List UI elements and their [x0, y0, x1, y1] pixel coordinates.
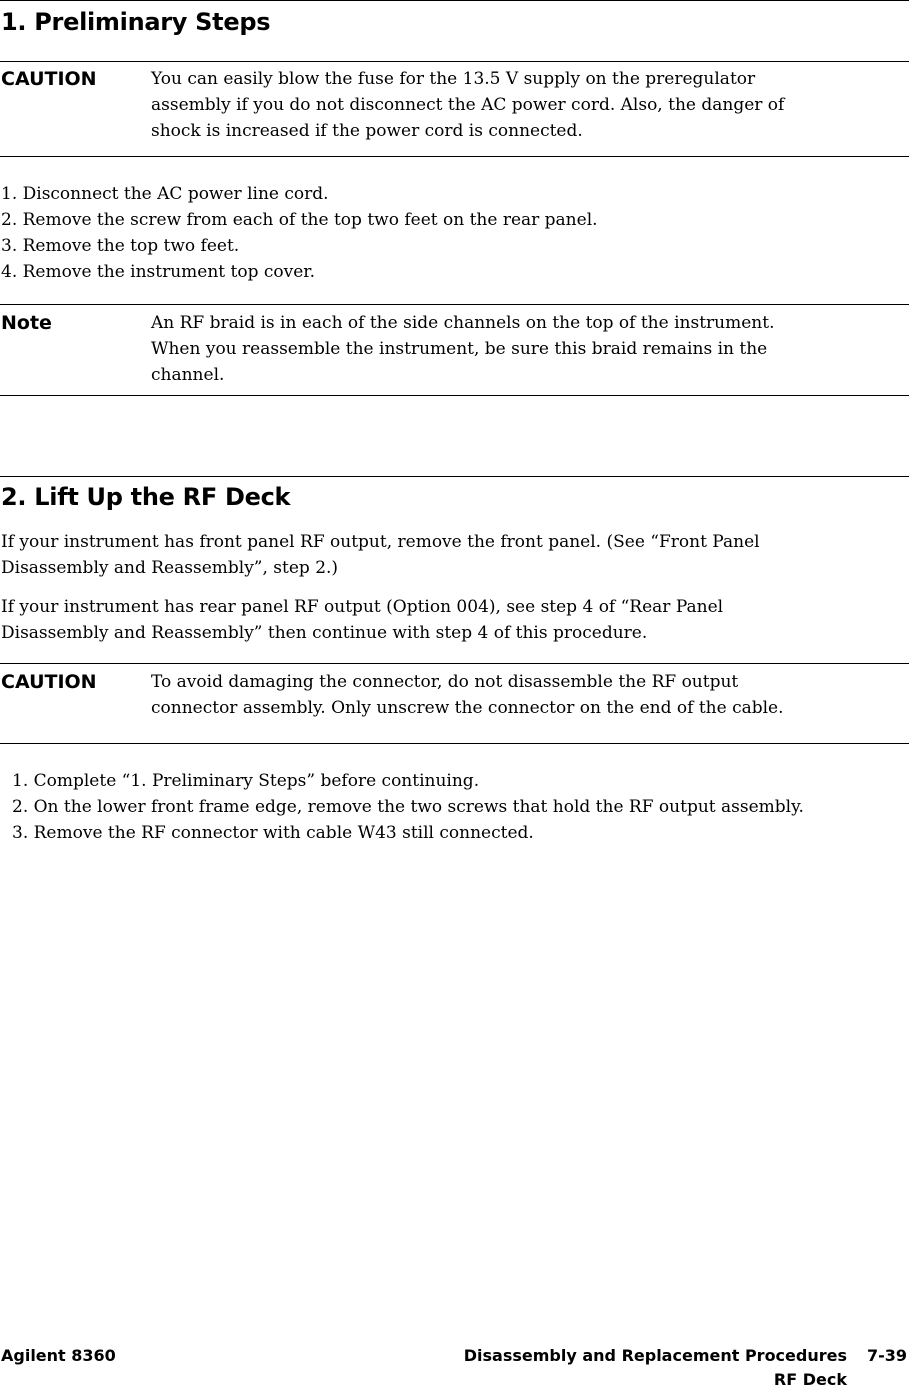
top-rule [0, 0, 909, 1]
caution-2-line: To avoid damaging the connector, do not disassemble the RF output [151, 672, 739, 692]
note-line: When you reassemble the instrument, be sure this braid remains in the [151, 339, 768, 359]
paragraph-line: Disassembly and Reassembly” then continue with step 4 of this procedure. [1, 623, 648, 643]
note-label: Note [1, 312, 52, 334]
paragraph-line: Disassembly and Reassembly”, step 2.) [1, 558, 339, 578]
note-bottom-rule [0, 395, 909, 396]
footer-product: Agilent 8360 [1, 1346, 116, 1365]
caution-1-bottom-rule [0, 156, 909, 157]
section-2-heading: 2. Lift Up the RF Deck [1, 483, 291, 511]
footer-page-number: 7-39 [866, 1346, 907, 1365]
caution-1-label: CAUTION [1, 68, 97, 90]
section-2-steps [12, 768, 909, 846]
section-1-heading: 1. Preliminary Steps [1, 8, 271, 36]
section-2-rule [0, 476, 909, 477]
paragraph-line: If your instrument has front panel RF output, remove the front panel. (See “Front Panel [1, 532, 760, 552]
list-item: 1. Disconnect the AC power line cord. [1, 184, 329, 204]
note-top-rule [0, 304, 909, 305]
caution-2-bottom-rule [0, 743, 909, 744]
note-text [151, 310, 886, 388]
caution-2-text [151, 669, 886, 721]
caution-2-label: CAUTION [1, 671, 97, 693]
list-item: 4. Remove the instrument top cover. [1, 262, 315, 282]
list-item: 2. On the lower front frame edge, remove the two screws that hold the RF output assembly. [12, 797, 804, 817]
note-line: An RF braid is in each of the side channels on the top of the instrument. [151, 313, 775, 333]
caution-1-top-rule [0, 61, 909, 62]
paragraph-line: If your instrument has rear panel RF output (Option 004), see step 4 of “Rear Panel [1, 597, 724, 617]
list-item: 2. Remove the screw from each of the top two feet on the rear panel. [1, 210, 598, 230]
caution-1-line: shock is increased if the power cord is connected. [151, 121, 583, 141]
list-item: 1. Complete “1. Preliminary Steps” before continuing. [12, 771, 480, 791]
section-1-steps [1, 181, 906, 285]
caution-1-line: assembly if you do not disconnect the AC power cord. Also, the danger of [151, 95, 785, 115]
list-item: 3. Remove the top two feet. [1, 236, 240, 256]
caution-2-top-rule [0, 663, 909, 664]
caution-1-text [151, 66, 886, 144]
note-line: channel. [151, 365, 225, 385]
section-2-paragraph-1 [1, 529, 901, 581]
caution-1-line: You can easily blow the fuse for the 13.5 V supply on the preregulator [151, 69, 756, 89]
caution-2-line: connector assembly. Only unscrew the connector on the end of the cable. [151, 698, 784, 718]
list-item: 3. Remove the RF connector with cable W43 still connected. [12, 823, 534, 843]
footer-subsection: RF Deck [773, 1370, 847, 1389]
footer-chapter: Disassembly and Replacement Procedures [463, 1346, 847, 1365]
section-2-paragraph-2 [1, 594, 901, 646]
